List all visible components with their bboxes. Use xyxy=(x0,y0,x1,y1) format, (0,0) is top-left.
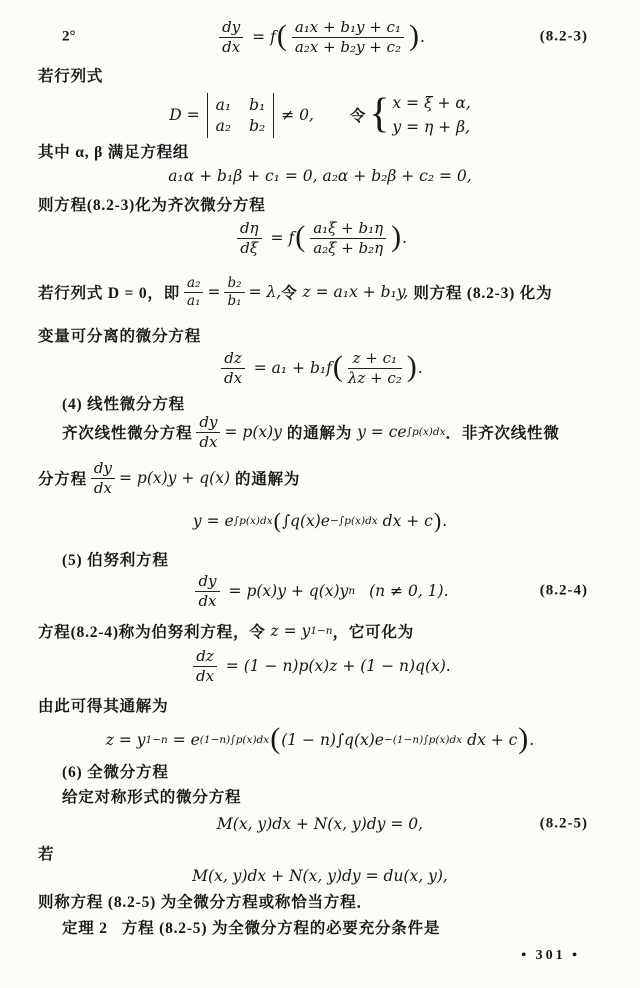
matrix-cell: a₁ xyxy=(215,95,232,114)
equals-lambda: = λ, xyxy=(248,283,282,301)
equation-body: M(x, y)dx + N(x, y)dy = 0, xyxy=(216,815,424,833)
numerator: dy xyxy=(195,573,219,592)
system-equations: a₁α + b₁β + c₁ = 0, a₂α + b₂β + c₂ = 0, xyxy=(168,167,472,185)
numerator: dz xyxy=(221,350,245,369)
denominator: dx xyxy=(199,432,218,451)
text-bernoulli-substitution xyxy=(0,620,640,642)
equation-bernoulli-transformed xyxy=(0,644,640,688)
equals-e: = e xyxy=(167,731,200,749)
text-exact-equation-definition xyxy=(0,890,640,912)
d-equals: D = xyxy=(169,106,200,124)
text: 齐次线性微分方程 xyxy=(62,425,193,442)
fraction-dz-dx xyxy=(193,648,217,684)
numerator: dy xyxy=(219,19,243,38)
matrix-cell: b₁ xyxy=(249,95,266,114)
solution-lead: y = ce xyxy=(357,423,407,441)
equation-alpha-beta-system xyxy=(0,167,640,185)
heading-section-5-bernoulli xyxy=(0,548,640,570)
equation-8-2-3 xyxy=(0,14,640,60)
integral-exponent-negative: −(1−n)∫p(x)dx xyxy=(383,734,463,746)
fraction-dy-dx xyxy=(91,460,115,496)
middle: = a₁ + b₁f xyxy=(253,359,332,377)
theorem-label: 定理 2 xyxy=(62,920,108,937)
text-if-determinant xyxy=(0,64,640,86)
text: ．非齐次线性微 xyxy=(445,425,560,442)
numerator: dz xyxy=(193,648,217,667)
fraction-xi-eta xyxy=(310,220,386,256)
text: 若 xyxy=(38,846,55,863)
tail: dx + c xyxy=(462,731,518,749)
heading: (5) 伯努利方程 xyxy=(62,552,169,569)
text-hence-general-solution xyxy=(0,694,640,716)
denominator: b₁ xyxy=(227,292,242,309)
period: . xyxy=(402,229,408,247)
open-paren: ( xyxy=(332,350,343,383)
period: . xyxy=(529,731,535,749)
text: 给定对称形式的微分方程 xyxy=(62,789,242,806)
substitution-cases xyxy=(392,91,470,139)
text: 的通解为 xyxy=(235,471,301,488)
equation-number: (8.2-3) xyxy=(539,28,588,45)
page-number: • 301 • xyxy=(521,948,580,963)
fraction-deta-dxi xyxy=(237,220,262,256)
equation-8-2-5 xyxy=(0,812,640,836)
substitution: z = y xyxy=(270,622,311,640)
text: 由此可得其通解为 xyxy=(38,698,169,715)
determinant-matrix xyxy=(207,93,275,138)
equals-pxy-qx: = p(x)y + q(x) xyxy=(118,469,231,487)
text: 变量可分离的微分方程 xyxy=(38,328,202,345)
integral-exponent: (1−n)∫p(x)dx xyxy=(199,734,270,746)
equation-determinant-d xyxy=(0,88,640,142)
text: 的通解为 xyxy=(286,425,353,442)
numerator: b₂ xyxy=(224,276,244,293)
proper-equation-term: 恰当方程 xyxy=(291,894,357,911)
exponent-1-minus-n: 1−n xyxy=(310,625,333,637)
integral-body: ∫q(x)e xyxy=(281,512,330,530)
bernoulli-term: 伯努利方程 xyxy=(151,624,233,641)
equation-total-differential xyxy=(0,864,640,888)
fraction-dy-dx xyxy=(219,19,243,55)
equation-body: M(x, y)dx + N(x, y)dy = du(x, y), xyxy=(192,867,448,885)
equation-bernoulli-general-solution xyxy=(0,722,640,758)
exponent-n: n xyxy=(348,585,356,597)
open-paren: ( xyxy=(276,19,287,52)
close-paren: ) xyxy=(408,19,419,52)
numerator: a₁ξ + b₁η xyxy=(310,220,386,239)
fraction-z-c xyxy=(348,350,402,386)
heading: (6) 全微分方程 xyxy=(62,764,169,781)
text: 则方程 (8.2-3) 化为 xyxy=(413,285,553,302)
numerator: z + c₁ xyxy=(348,350,402,369)
text: 分方程 xyxy=(38,471,87,488)
open-paren: ( xyxy=(273,508,281,533)
numerator: dy xyxy=(91,460,115,479)
equals: = xyxy=(207,283,221,301)
text: ，它可化为 xyxy=(332,624,415,641)
fraction-linear-terms xyxy=(292,19,404,55)
period: . xyxy=(419,28,425,46)
denominator: a₂ξ + b₂η xyxy=(313,238,384,257)
denominator: dx xyxy=(222,37,241,56)
middle: = (1 − n)p(x)z + (1 − n)q(x). xyxy=(225,657,451,675)
denominator: a₂x + b₂y + c₂ xyxy=(294,37,401,56)
fraction-dy-dx xyxy=(195,573,219,609)
denominator: dx xyxy=(198,591,217,610)
text: 若行列式 xyxy=(38,68,104,85)
heading: (4) 线性微分方程 xyxy=(62,396,185,413)
text-where-alpha-beta xyxy=(0,140,640,162)
fraction-a2-a1 xyxy=(184,276,203,309)
condition: (n ≠ 0, 1). xyxy=(369,582,449,600)
denominator: a₁ xyxy=(187,292,201,309)
close-paren: ) xyxy=(433,508,442,533)
text-nonhomogeneous-linear xyxy=(0,456,640,500)
let-word: 令 xyxy=(281,285,298,302)
exact-equation-term: 全微分方程 xyxy=(177,894,259,911)
equals-f: = f xyxy=(270,229,295,247)
text: 若行列式 D = 0，即 xyxy=(38,285,181,302)
fraction-b2-b1 xyxy=(224,276,244,309)
text-if-d-zero xyxy=(0,270,640,314)
tail: dx + c xyxy=(377,512,433,530)
case-line: y = η + β, xyxy=(392,118,471,136)
heading-section-6-exact xyxy=(0,760,640,782)
close-paren: ) xyxy=(391,220,402,253)
text-separable xyxy=(0,324,640,346)
denominator: λz + c₂ xyxy=(347,368,402,387)
period: . xyxy=(442,512,448,530)
middle: = p(x)y + q(x)y xyxy=(228,582,349,600)
text-homogeneous-linear-solution xyxy=(0,410,640,454)
numerator: a₁x + b₁y + c₁ xyxy=(292,19,404,38)
text-then-homogeneous xyxy=(0,193,640,215)
denominator: dx xyxy=(223,368,243,387)
denominator: dξ xyxy=(240,238,259,257)
text: 则称方程 (8.2-5) 为 xyxy=(38,894,178,911)
text: ，令 xyxy=(232,624,266,641)
matrix-cell: a₂ xyxy=(215,116,232,135)
integral-exponent: ∫p(x)dx xyxy=(406,426,446,438)
text: 则方程(8.2-3)化为齐次微分方程 xyxy=(38,197,266,214)
text-if xyxy=(0,842,640,864)
case-line: x = ξ + α, xyxy=(392,93,471,112)
substitution: z = a₁x + b₁y, xyxy=(302,283,409,301)
integral-exponent-negative: −∫p(x)dx xyxy=(329,515,378,527)
numerator: dη xyxy=(237,220,262,239)
equation-number: (8.2-4) xyxy=(539,582,588,599)
close-paren: ) xyxy=(518,722,529,755)
open-paren: ( xyxy=(270,722,281,755)
equation-number: (8.2-5) xyxy=(539,815,588,832)
equation-homogeneous xyxy=(0,214,640,262)
numerator: dy xyxy=(196,414,220,433)
text: 其中 α, β 满足方程组 xyxy=(38,144,190,161)
equals-f: = f xyxy=(252,28,276,46)
integral-body: (1 − n)∫q(x)e xyxy=(281,731,384,749)
equation-linear-general-solution xyxy=(0,504,640,538)
exponent-1-minus-n: 1−n xyxy=(145,734,168,746)
fraction-dy-dx xyxy=(196,414,220,450)
numerator: a₂ xyxy=(184,276,203,293)
denominator: dx xyxy=(93,478,112,497)
period: ． xyxy=(356,894,373,911)
text-theorem-2 xyxy=(0,916,640,938)
open-paren: ( xyxy=(295,220,306,253)
cases-brace: { xyxy=(369,91,390,138)
fraction-dz-dx xyxy=(221,350,245,386)
period: . xyxy=(417,359,423,377)
matrix-cell: b₂ xyxy=(249,116,266,135)
equals-pxy: = p(x)y xyxy=(224,423,282,441)
text: 方程(8.2-4)称为 xyxy=(38,624,152,641)
case-label: 2° xyxy=(62,28,76,45)
integral-exponent: ∫p(x)dx xyxy=(233,515,273,527)
text: 或称 xyxy=(258,894,292,911)
text-given-symmetric-form xyxy=(0,785,640,807)
close-paren: ) xyxy=(406,350,417,383)
let-word: 令 xyxy=(349,108,367,125)
solution-lead: y = e xyxy=(192,512,234,530)
not-equal-zero: ≠ 0, xyxy=(281,106,314,124)
theorem-body: 方程 (8.2-5) 为全微分方程的必要充分条件是 xyxy=(121,920,441,937)
solution-lead: z = y xyxy=(105,731,146,749)
equation-8-2-4 xyxy=(0,568,640,614)
equation-separable xyxy=(0,344,640,392)
denominator: dx xyxy=(195,666,215,685)
